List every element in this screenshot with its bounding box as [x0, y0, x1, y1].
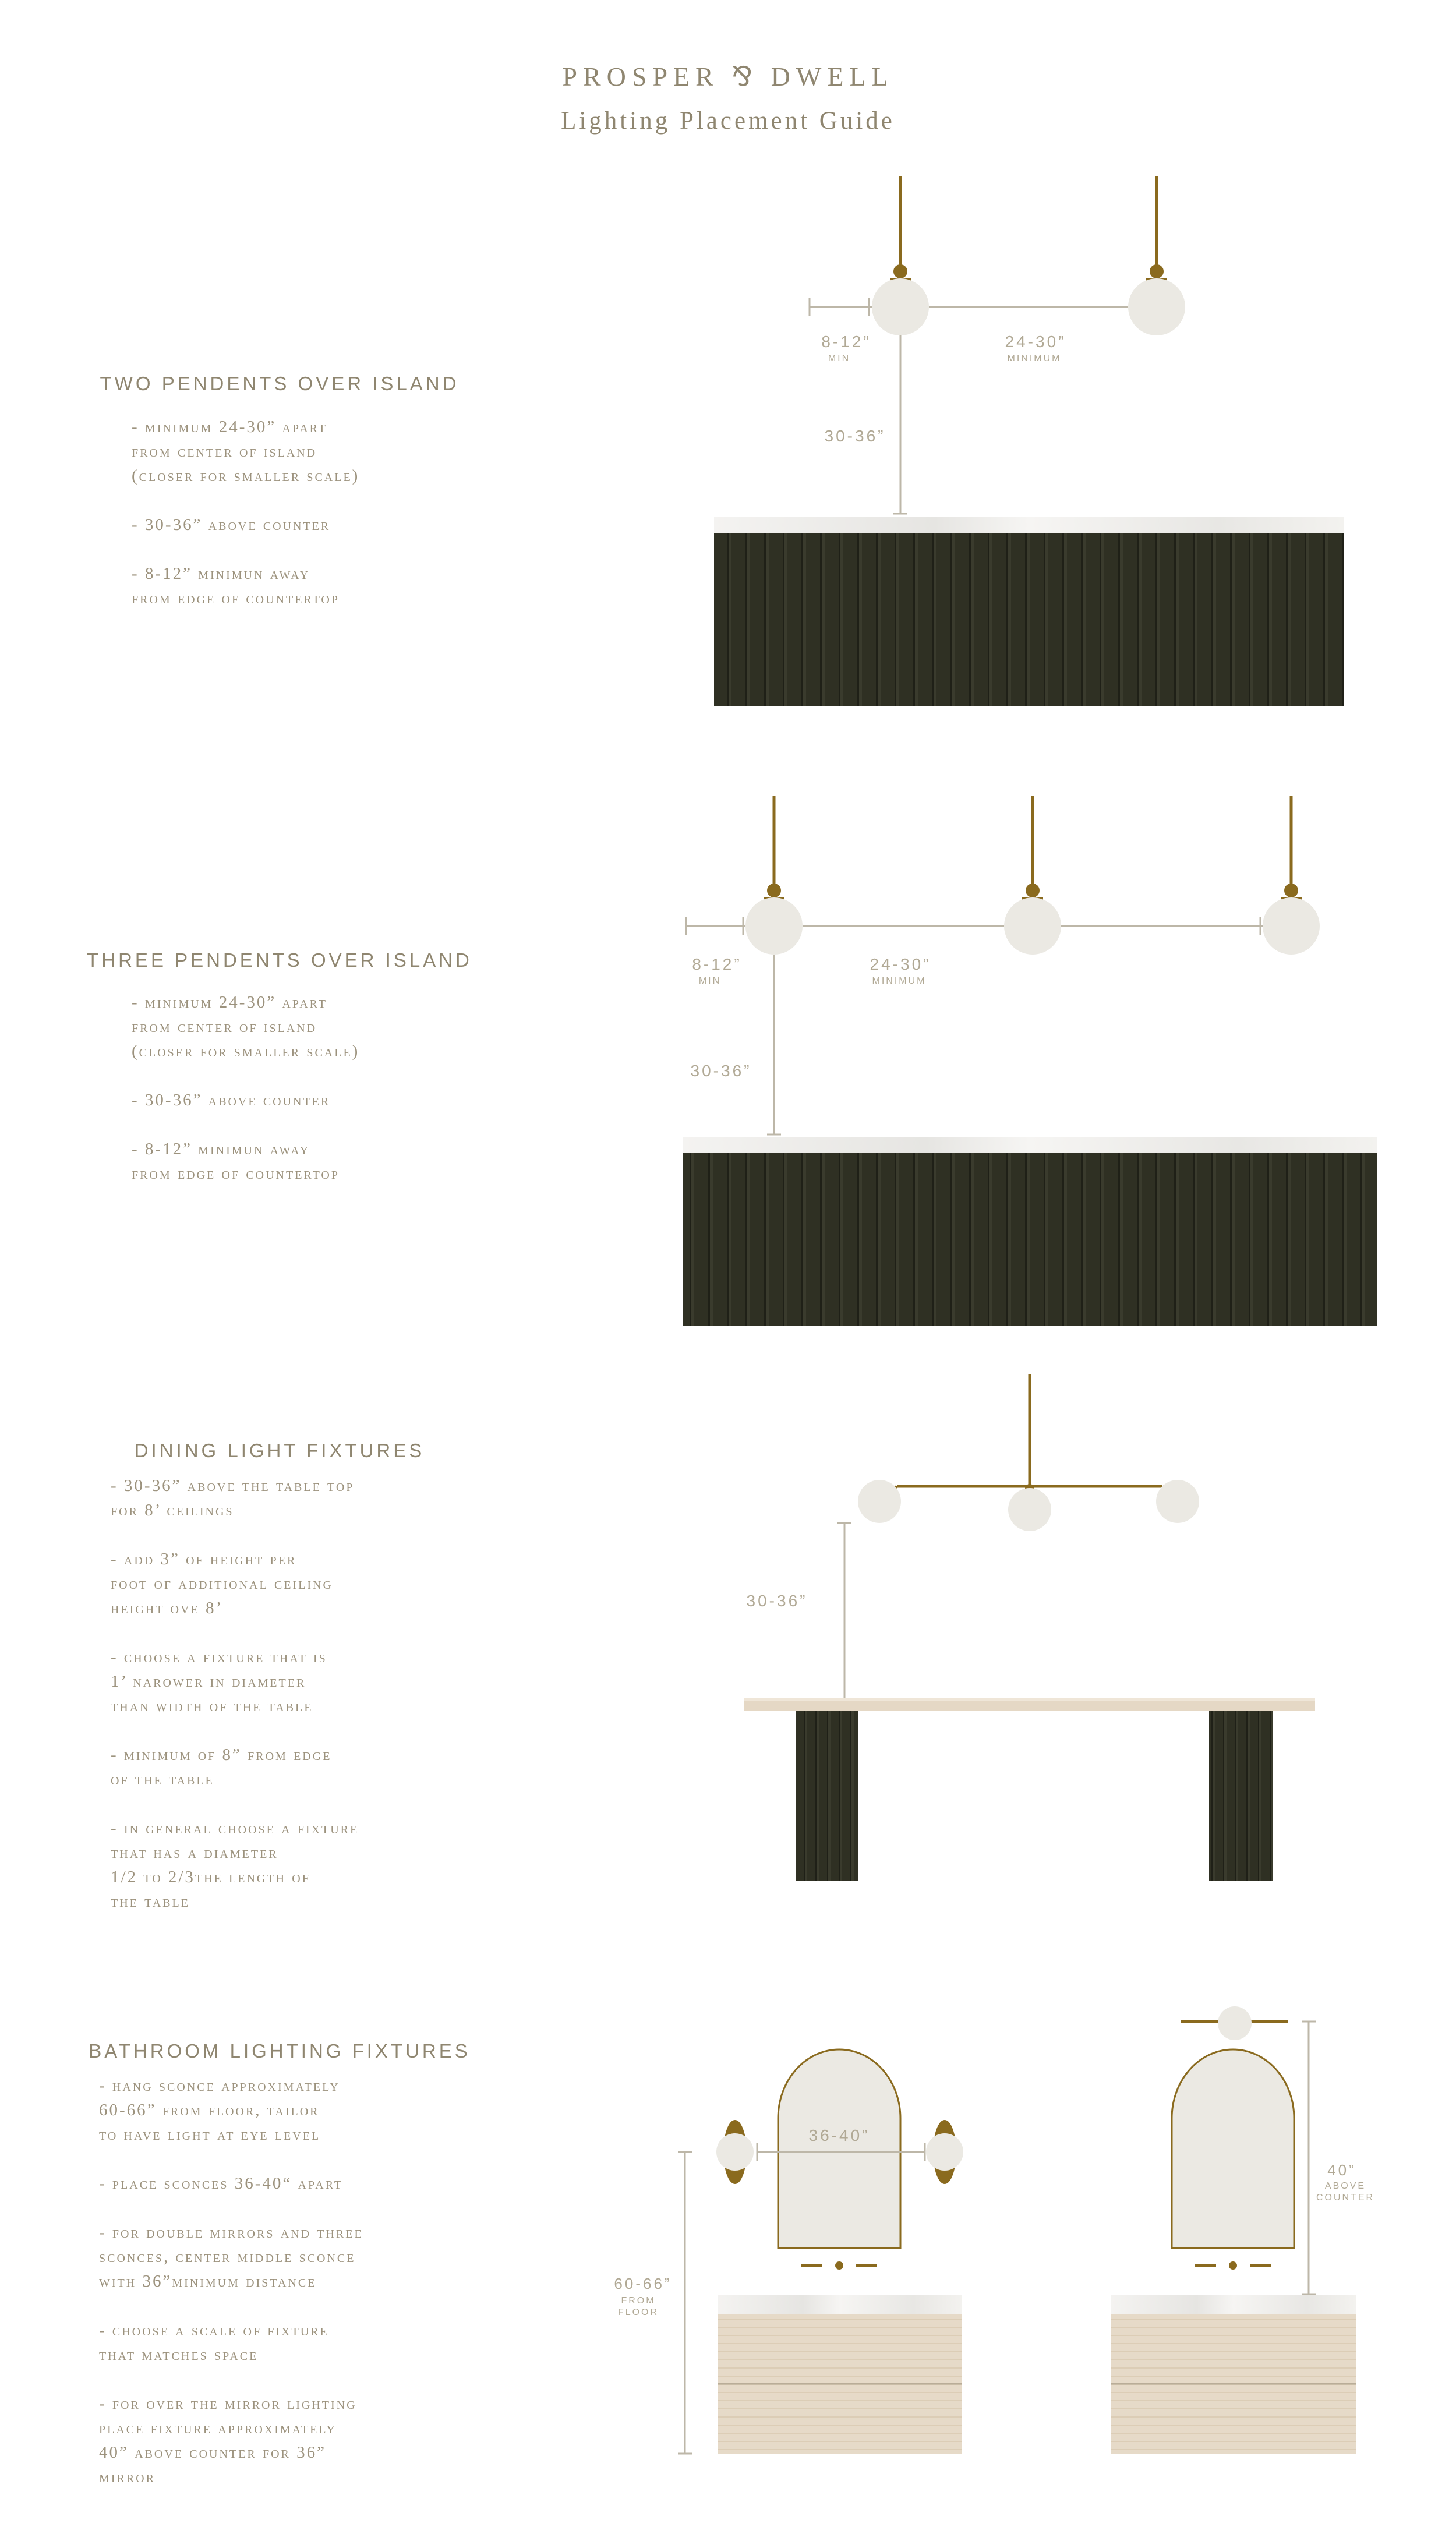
globe-icon: [1128, 278, 1185, 335]
bathroom-diagram-left: [614, 2049, 963, 2454]
globe-icon: [745, 897, 803, 955]
two-pendants-heading: TWO PENDENTS OVER ISLAND: [100, 373, 460, 394]
bullet: - choose a scale of fixture that matches space: [99, 2321, 329, 2364]
bullet: - minimum of 8” from edge of the table: [111, 1745, 332, 1789]
bullet: - add 3” of height per foot of additional ceiling height ove 8’: [111, 1550, 333, 1617]
dim-label: 60-66”: [614, 2275, 672, 2292]
dim-sublabel: MINIMUM: [872, 976, 927, 986]
globe-icon: [858, 1480, 901, 1523]
table-leg: [796, 1711, 858, 1881]
dim-label: 8-12”: [821, 333, 871, 351]
bullet: - 30-36” above the table top for 8’ ceilings: [111, 1476, 355, 1519]
dining-heading: DINING LIGHT FIXTURES: [134, 1440, 425, 1461]
dim-sublabel: MIN: [828, 354, 851, 363]
dim-label: 24-30”: [870, 955, 931, 973]
dim-label: 30-36”: [746, 1592, 808, 1610]
dim-label: 30-36”: [824, 427, 886, 445]
bullet: - minimum 24-30” apart from center of island (closer for smaller scale): [132, 993, 360, 1061]
bullet: - for double mirrors and three sconces, center middle sconce with 36”minimum distance: [99, 2223, 363, 2291]
globe-icon: [872, 278, 929, 335]
bullet: - 30-36” above counter: [132, 515, 331, 534]
countertop: [714, 517, 1344, 533]
bullet: - 8-12” minimun away from edge of countertop: [132, 1140, 340, 1183]
mirror: [778, 2049, 900, 2248]
dim-sublabel: MIN: [698, 976, 722, 986]
dining-diagram: [744, 1374, 1315, 1881]
three-pendants-heading: THREE PENDENTS OVER ISLAND: [87, 949, 472, 971]
globe-icon: [1156, 1480, 1199, 1523]
table-leg: [1209, 1711, 1273, 1881]
bathroom-diagram-right: [1111, 2006, 1374, 2454]
bullet: - minimum 24-30” apart from center of island (closer for smaller scale): [132, 418, 360, 485]
dim-sublabel: FLOOR: [617, 2307, 659, 2317]
dim-label: 24-30”: [1005, 333, 1066, 351]
vanity-top: [718, 2295, 962, 2314]
vanity-top: [1111, 2295, 1356, 2314]
bullet: - for over the mirror lighting place fixture approximately 40” above counter for 36” mirror: [99, 2394, 357, 2486]
guide-subtitle: Lighting Placement Guide: [561, 107, 895, 135]
dim-sublabel: ABOVE: [1324, 2181, 1366, 2191]
bullet: - hang sconce approximately 60-66” from floor, tailor to have light at eye level: [99, 2076, 340, 2144]
bullet: - choose a fixture that is 1’ narower in diameter than width of the table: [111, 1648, 327, 1715]
dim-label: 40”: [1327, 2161, 1356, 2179]
bathroom-heading: BATHROOM LIGHTING FIXTURES: [89, 2040, 471, 2062]
dim-sublabel: COUNTER: [1316, 2193, 1375, 2203]
bullet: - in general choose a fixture that has a diameter 1/2 to 2/3the length of the table: [111, 1819, 359, 1911]
island-cabinet: [683, 1153, 1377, 1326]
dim-sublabel: MINIMUM: [1007, 354, 1062, 363]
bullet: - 8-12” minimun away from edge of countertop: [132, 564, 340, 607]
globe-icon: [1263, 897, 1320, 955]
island-cabinet: [714, 533, 1344, 706]
globe-icon: [1004, 897, 1061, 955]
dim-label: 36-40”: [808, 2126, 870, 2144]
mirror: [1172, 2049, 1294, 2248]
two-pendants-diagram: [714, 176, 1344, 706]
globe-icon: [1008, 1488, 1051, 1531]
countertop: [683, 1137, 1377, 1153]
brand-title: PROSPER ⅋ DWELL: [562, 62, 894, 91]
globe-icon: [1218, 2006, 1252, 2040]
bullet: - place sconces 36-40“ apart: [99, 2174, 344, 2193]
three-pendants-diagram: [683, 796, 1377, 1326]
bullet: - 30-36” above counter: [132, 1091, 331, 1109]
dim-sublabel: FROM: [621, 2296, 656, 2306]
dim-label: 8-12”: [692, 955, 742, 973]
dim-label: 30-36”: [690, 1062, 752, 1080]
